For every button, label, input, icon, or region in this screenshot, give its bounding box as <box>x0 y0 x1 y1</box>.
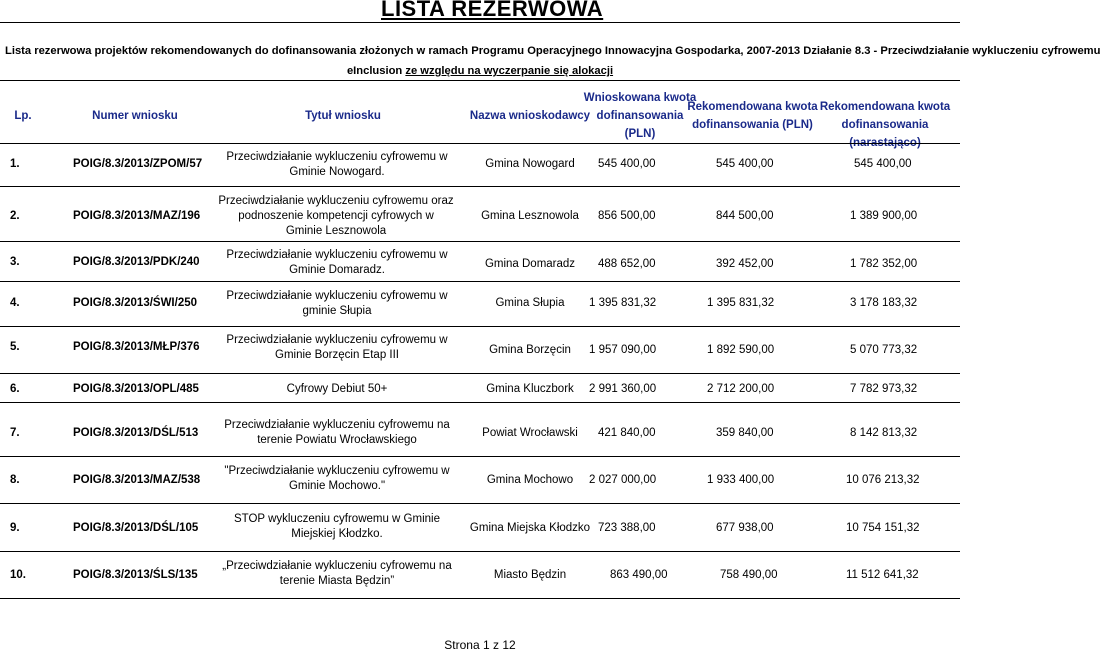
row-1-numer: POIG/8.3/2013/ZPOM/57 <box>73 158 203 170</box>
row-6-rekomendowana: 2 712 200,00 <box>707 383 775 395</box>
row-8-nazwa: Gmina Mochowo <box>486 474 574 486</box>
row-10-rekomendowana: 758 490,00 <box>720 569 778 581</box>
header-wnioskowana-line-2: dofinansowania <box>596 110 684 122</box>
row-9-numer: POIG/8.3/2013/DŚL/105 <box>73 522 199 534</box>
row-2-rekomendowana: 844 500,00 <box>716 210 774 222</box>
row-5-narastajaco: 5 070 773,32 <box>850 344 918 356</box>
header-divider <box>0 143 960 144</box>
row-3-tytul-line-1: Przeciwdziałanie wykluczeniu cyfrowemu w <box>226 249 448 261</box>
row-9-wnioskowana: 723 388,00 <box>598 522 656 534</box>
row-4-narastajaco: 3 178 183,32 <box>850 297 918 309</box>
document-subtitle <box>0 28 1100 80</box>
row-1-wnioskowana: 545 400,00 <box>598 158 656 170</box>
page-title: LISTA REZERWOWA <box>381 0 604 21</box>
row-1-tytul <box>222 150 452 180</box>
row-1-lp: 1. <box>10 158 20 170</box>
row-8-rekomendowana: 1 933 400,00 <box>707 474 775 486</box>
row-3-tytul <box>222 248 452 278</box>
row-6-tytul-line-1: Cyfrowy Debiut 50+ <box>286 383 388 395</box>
row-10-tytul <box>222 559 452 589</box>
row-5-lp: 5. <box>10 341 20 353</box>
row-6-numer: POIG/8.3/2013/OPL/485 <box>73 383 199 395</box>
row-2-lp: 2. <box>10 210 20 222</box>
row-6-lp: 6. <box>10 383 20 395</box>
row-4-divider <box>0 326 960 327</box>
row-8-numer: POIG/8.3/2013/MAZ/538 <box>73 474 201 486</box>
row-4-tytul <box>222 289 452 319</box>
page-number: Strona 1 z 12 <box>444 638 516 652</box>
title-area <box>0 0 960 23</box>
row-10-tytul-line-1: „Przeciwdziałanie wykluczeniu cyfrowemu na <box>222 560 452 572</box>
header-wnioskowana-line-3: (PLN) <box>624 128 656 140</box>
row-2-wnioskowana: 856 500,00 <box>598 210 656 222</box>
row-8-tytul-line-1: "Przeciwdziałanie wykluczeniu cyfrowemu w <box>224 465 450 477</box>
row-9-lp: 9. <box>10 522 20 534</box>
row-5-tytul <box>222 333 452 363</box>
row-7-numer: POIG/8.3/2013/DŚL/513 <box>73 427 199 439</box>
row-10-numer: POIG/8.3/2013/ŚLS/135 <box>73 569 198 581</box>
row-7-nazwa: Powiat Wrocławski <box>482 427 578 439</box>
row-2-nazwa: Gmina Lesznowola <box>481 210 579 222</box>
row-7-wnioskowana: 421 840,00 <box>598 427 656 439</box>
row-6-nazwa: Gmina Kluczbork <box>486 383 574 395</box>
row-6-wnioskowana: 2 991 360,00 <box>589 383 657 395</box>
row-9-tytul-line-1: STOP wykluczeniu cyfrowemu w Gminie <box>233 513 440 525</box>
row-2-divider <box>0 241 960 242</box>
row-1-divider <box>0 186 960 187</box>
row-7-narastajaco: 8 142 813,32 <box>850 427 918 439</box>
row-4-wnioskowana: 1 395 831,32 <box>589 297 657 309</box>
row-4-numer: POIG/8.3/2013/ŚWI/250 <box>73 297 198 309</box>
row-1-narastajaco: 545 400,00 <box>854 158 912 170</box>
row-5-numer: POIG/8.3/2013/MŁP/376 <box>73 341 200 353</box>
row-8-tytul <box>222 464 452 494</box>
subtitle-line-1: Lista rezerwowa projektów rekomendowanych do dofinansowania złożonych w ramach Programu Operacyjnego Innowacyjna Gospodarka, 2007-2013 Działanie 8.3 - Przeciwdziałanie wykluczeniu cyfrowemu <box>5 45 1100 57</box>
header-wnioskowana-kwota <box>580 89 700 143</box>
row-3-wnioskowana: 488 652,00 <box>598 258 656 270</box>
header-nazwa-wnioskodawcy: Nazwa wnioskodawcy <box>469 110 591 122</box>
row-3-divider <box>0 281 960 282</box>
row-2-narastajaco: 1 389 900,00 <box>850 210 918 222</box>
row-8-lp: 8. <box>10 474 20 486</box>
row-1-tytul-line-1: Przeciwdziałanie wykluczeniu cyfrowemu w <box>226 151 448 163</box>
row-5-wnioskowana: 1 957 090,00 <box>589 344 657 356</box>
row-7-rekomendowana: 359 840,00 <box>716 427 774 439</box>
row-7-divider <box>0 456 960 457</box>
row-5-divider <box>0 373 960 374</box>
row-9-tytul <box>222 512 452 542</box>
row-2-tytul-line-2: podnoszenie kompetencji cyfrowych w <box>238 210 434 222</box>
row-4-tytul-line-1: Przeciwdziałanie wykluczeniu cyfrowemu w <box>226 290 448 302</box>
header-rekomendowana-line-2: dofinansowania (PLN) <box>692 119 813 131</box>
row-3-lp: 3. <box>10 256 20 268</box>
row-7-tytul-line-1: Przeciwdziałanie wykluczeniu cyfrowemu na <box>224 419 450 431</box>
row-6-narastajaco: 7 782 973,32 <box>850 383 918 395</box>
row-8-wnioskowana: 2 027 000,00 <box>589 474 657 486</box>
row-4-lp: 4. <box>10 297 20 309</box>
row-4-rekomendowana: 1 395 831,32 <box>707 297 775 309</box>
row-9-narastajaco: 10 754 151,32 <box>846 522 920 534</box>
row-9-tytul-line-2: Miejskiej Kłodzko. <box>291 528 383 540</box>
row-3-rekomendowana: 392 452,00 <box>716 258 774 270</box>
row-7-tytul <box>222 418 452 448</box>
row-9-nazwa: Gmina Miejska Kłodzko <box>469 522 591 534</box>
header-rekomendowana-kwota <box>685 98 820 134</box>
row-8-divider <box>0 503 960 504</box>
row-10-lp: 10. <box>10 569 26 581</box>
header-wnioskowana-line-1: Wnioskowana kwota <box>583 92 697 104</box>
row-2-numer: POIG/8.3/2013/MAZ/196 <box>73 210 201 222</box>
header-numer-wniosku: Numer wniosku <box>92 110 178 122</box>
row-5-nazwa: Gmina Borzęcin <box>489 344 571 356</box>
subtitle-line-2-a: eInclusion <box>346 65 406 77</box>
row-10-narastajaco: 11 512 641,32 <box>846 569 919 581</box>
header-narastajaco-line-1: Rekomendowana kwota <box>819 101 951 113</box>
row-4-tytul-line-2: gminie Słupia <box>302 305 372 317</box>
row-6-divider <box>0 402 960 403</box>
header-narastajaco-line-2: dofinansowania (narastająco) <box>841 119 929 149</box>
row-2-tytul-line-3: Gminie Lesznowola <box>285 225 387 237</box>
header-tytul-wniosku: Tytuł wniosku <box>305 110 381 122</box>
subtitle-line-2-b: ze względu na wyczerpanie się alokacji <box>405 65 614 77</box>
title-divider <box>0 22 960 23</box>
row-1-nazwa: Gmina Nowogard <box>485 158 575 170</box>
row-3-numer: POIG/8.3/2013/PDK/240 <box>73 256 200 268</box>
row-2-tytul <box>216 194 456 239</box>
row-5-tytul-line-1: Przeciwdziałanie wykluczeniu cyfrowemu w <box>226 334 448 346</box>
row-5-tytul-line-2: Gminie Borzęcin Etap III <box>275 349 399 361</box>
header-lp: Lp. <box>14 110 32 122</box>
row-9-rekomendowana: 677 938,00 <box>716 522 774 534</box>
row-3-narastajaco: 1 782 352,00 <box>850 258 918 270</box>
header-rekomendowana-line-1: Rekomendowana kwota <box>687 101 818 113</box>
row-8-narastajaco: 10 076 213,32 <box>846 474 920 486</box>
row-3-nazwa: Gmina Domaradz <box>484 258 576 270</box>
row-10-tytul-line-2: terenie Miasta Będzin” <box>279 575 395 587</box>
row-8-tytul-line-2: Gminie Mochowo." <box>288 480 386 492</box>
row-10-divider <box>0 598 960 599</box>
row-2-tytul-line-1: Przeciwdziałanie wykluczeniu cyfrowemu oraz <box>218 195 454 207</box>
row-7-tytul-line-2: terenie Powiatu Wrocławskiego <box>257 434 417 446</box>
row-3-tytul-line-2: Gminie Domaradz. <box>289 264 385 276</box>
row-10-wnioskowana: 863 490,00 <box>610 569 668 581</box>
subtitle-divider <box>0 80 960 81</box>
row-10-nazwa: Miasto Będzin <box>493 569 567 581</box>
row-1-rekomendowana: 545 400,00 <box>716 158 774 170</box>
row-1-tytul-line-2: Gminie Nowogard. <box>289 166 385 178</box>
row-4-nazwa: Gmina Słupia <box>495 297 565 309</box>
row-7-lp: 7. <box>10 427 20 439</box>
row-6-tytul <box>222 382 452 397</box>
row-9-divider <box>0 551 960 552</box>
subtitle-line-2 <box>0 62 960 81</box>
row-5-rekomendowana: 1 892 590,00 <box>707 344 775 356</box>
